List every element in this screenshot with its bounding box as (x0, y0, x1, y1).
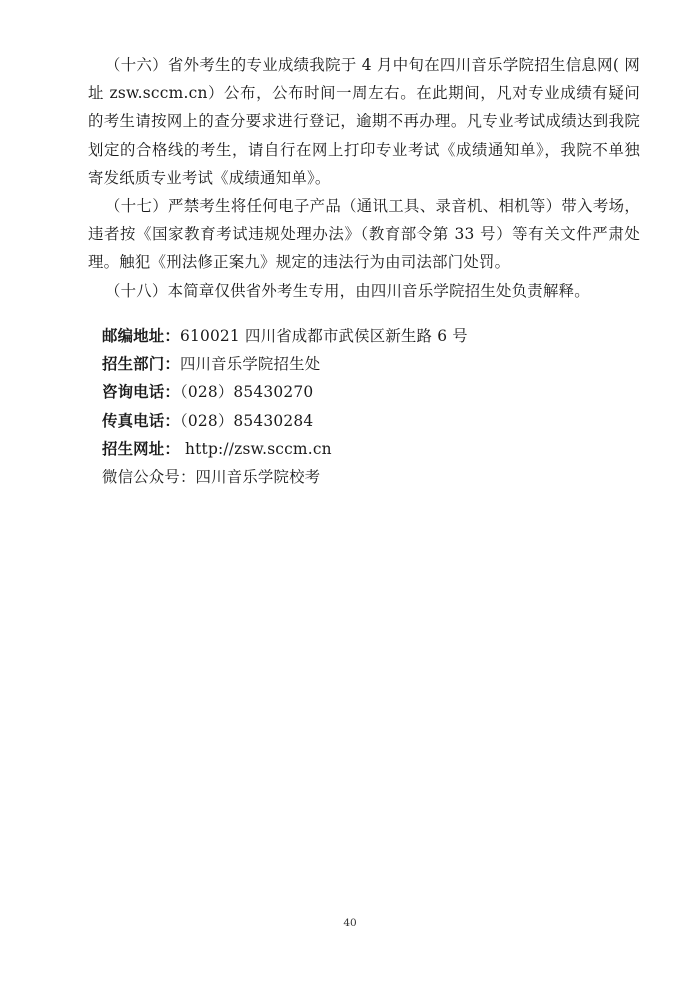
contact-wechat (102, 463, 622, 491)
phone-label: 咨询电话： (102, 383, 180, 402)
contact-address (102, 322, 622, 350)
fax-label: 传真电话： (102, 411, 180, 430)
department-value: 四川音乐学院招生处 (179, 355, 321, 374)
paragraph-18: （十八）本简章仅供省外考生专用，由四川音乐学院招生处负责解释。 (105, 281, 590, 300)
contact-website (102, 435, 622, 463)
phone-value: （028）85430270 (179, 383, 314, 402)
fax-value: （028）85430284 (179, 411, 314, 430)
paragraph-17: （十七）严禁考生将任何电子产品（通讯工具、录音机、相机等）带入考场，违者按《国家教育考试违规处理办法》（教育部令第 33 号）等有关文件严肃处理。触犯《刑法修正案九》规定的违法行为由司法部门处罚。 (88, 197, 640, 272)
contact-phone (102, 378, 622, 406)
website-value: http://zsw.sccm.cn (179, 439, 332, 458)
wechat-value: 四川音乐学院校考 (195, 468, 321, 487)
contact-info (102, 322, 622, 491)
contact-department (102, 350, 622, 378)
paragraph-16: （十六）省外考生的专业成绩我院于 4 月中旬在四川音乐学院招生信息网( 网址 zsw.sccm.cn）公布，公布时间一周左右。在此期间，凡对专业成绩有疑问的考生请按网上的查分要求进行登记，逾期不再办理。凡专业考试成绩达到我院划定的合格线的考生，请自行在网上打印专业考试《成绩通知单》，我院不单独寄发纸质专业考试《成绩通知单》。 (88, 56, 640, 187)
address-label: 邮编地址： (102, 327, 180, 345)
department-label: 招生部门： (102, 355, 180, 374)
wechat-label: 微信公众号： (102, 468, 196, 487)
page-number: 40 (343, 917, 357, 929)
regulations-body (88, 51, 640, 305)
address-value: 610021 四川省成都市武侯区新生路 6 号 (179, 327, 468, 345)
website-label: 招生网址： (102, 439, 180, 458)
contact-fax (102, 407, 622, 435)
